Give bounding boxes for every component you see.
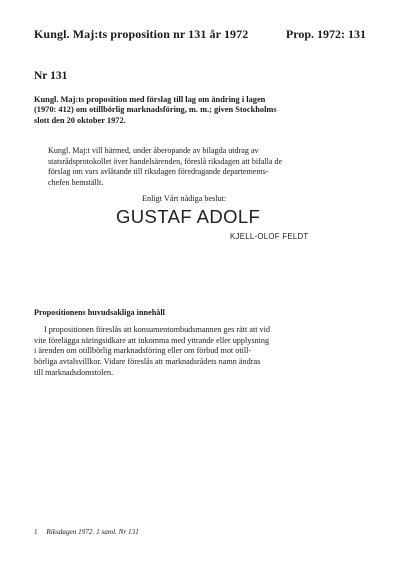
signature-minister: KJELL-OLOF FELDT — [230, 232, 309, 241]
summary-line: till marknadsdomstolen. — [34, 367, 114, 377]
summary-line: I propositionen föreslås att konsumentombudsmannen ges rätt att vid — [44, 325, 271, 334]
summary-text — [34, 325, 369, 379]
body-line: Kungl. Maj:t vill härmed, under åberopande av bilagda utdrag av — [48, 146, 259, 155]
summary-line: vite förelägga näringsidkare att inkomma med yttrande eller upplysning — [34, 335, 270, 345]
intro-line: Kungl. Maj:ts proposition med förslag till lag om ändring i lagen — [34, 95, 266, 104]
summary-heading: Propositionens huvudsakliga innehåll — [34, 308, 165, 317]
body-line: chefen hemställt. — [48, 177, 104, 187]
footer-reference: Riksdagen 1972. 1 saml. Nr 131 — [46, 528, 139, 536]
page-number: 1 — [34, 528, 38, 536]
proposition-intro — [34, 95, 364, 126]
summary-line: börliga avtalsvillkor. Vidare föreslås att marknadsrådets namn ändras — [34, 357, 261, 367]
running-header-title: Kungl. Maj:ts proposition nr 131 år 1972 — [34, 27, 249, 41]
summary-line: i ärenden om otillbörlig marknadsföring eller om förbud mot otill- — [34, 346, 252, 356]
proposition-body — [48, 146, 370, 188]
page-footer — [34, 528, 139, 536]
signature-king: GUSTAF ADOLF — [116, 206, 261, 227]
proposition-number: Nr 131 — [34, 70, 68, 82]
intro-line: (1970: 412) om otillbörlig marknadsföring, m. m.; given Stockholms — [34, 105, 277, 115]
body-line: statsrådsprotokollet över handelsärenden, föreslå riksdagen att bifalla de — [48, 156, 283, 166]
running-header-prop-number: Prop. 1972: 131 — [285, 27, 366, 41]
intro-line: slott den 20 oktober 1972. — [34, 115, 126, 125]
body-line: förslag om vars avlåtande till riksdagen föredragande departements- — [48, 167, 269, 177]
decision-text: Enligt Vårt nådiga beslut: — [142, 194, 227, 203]
